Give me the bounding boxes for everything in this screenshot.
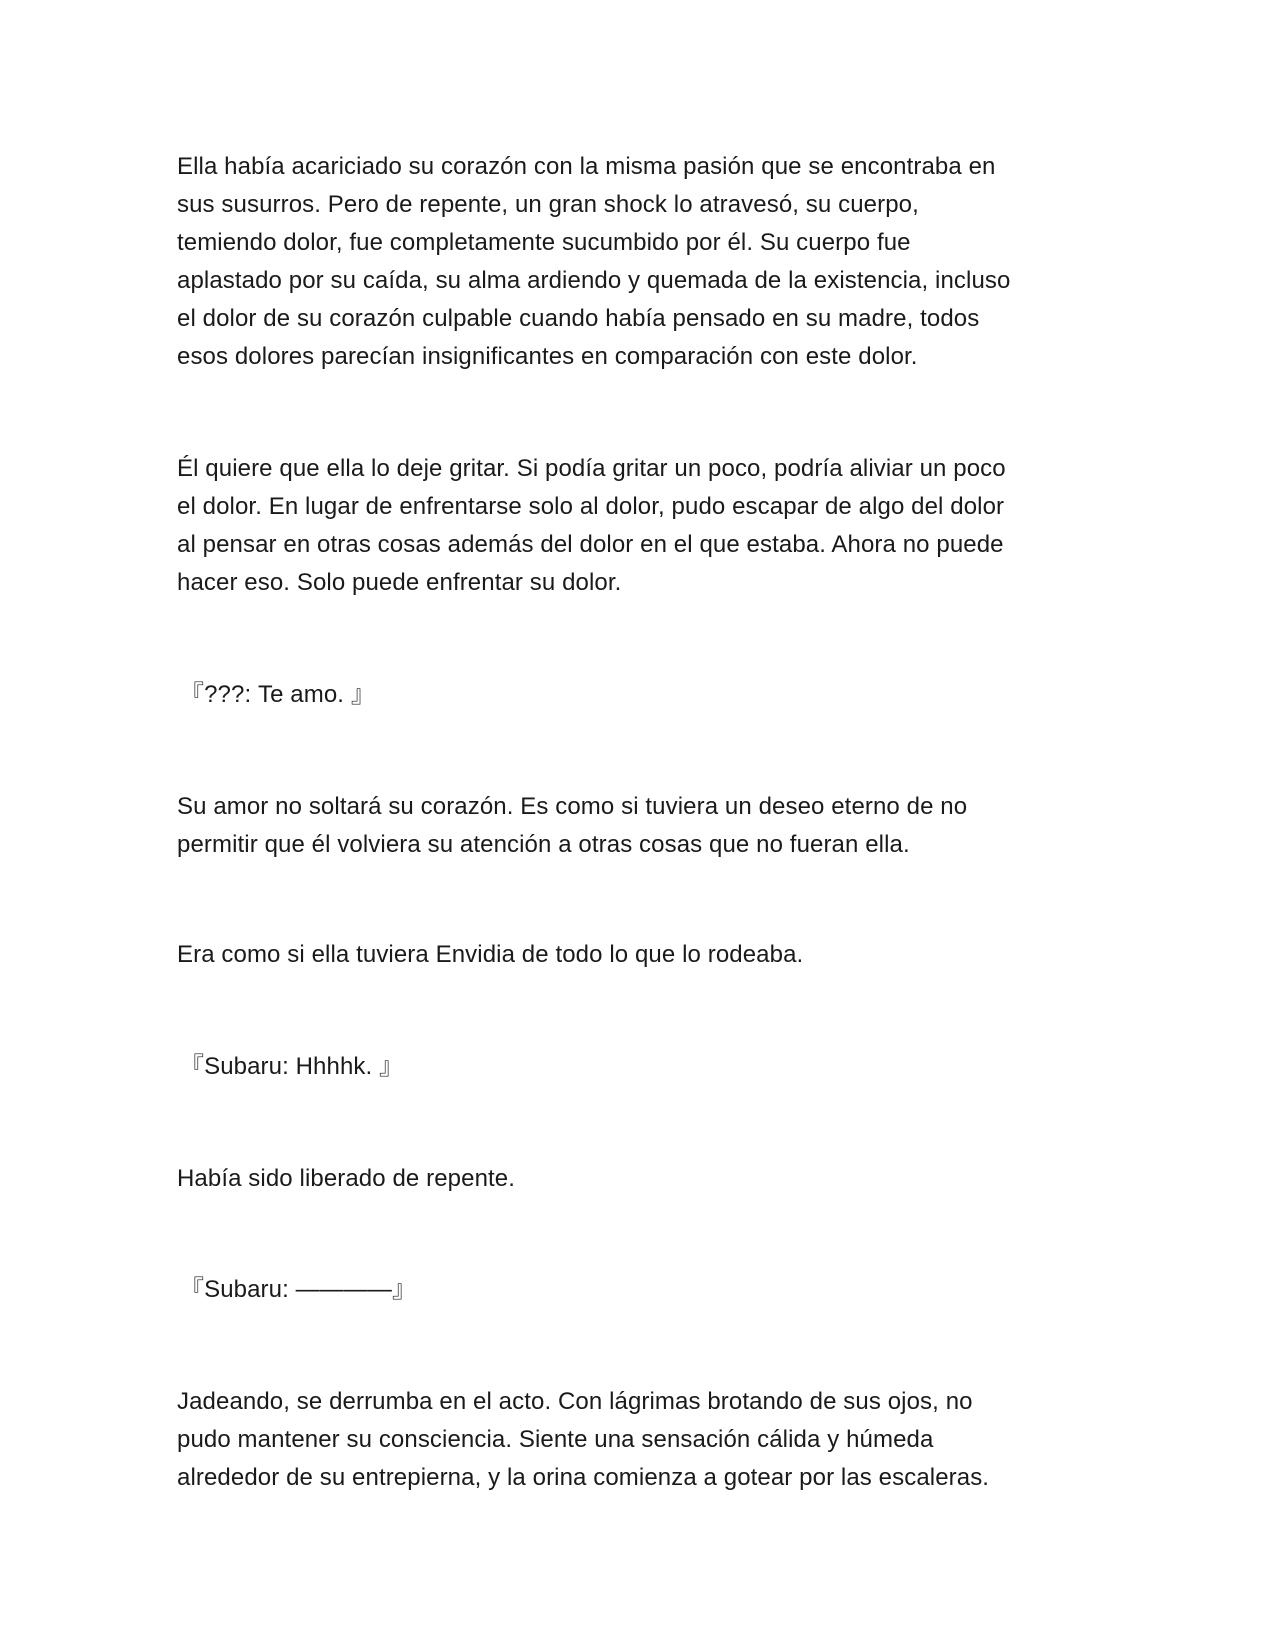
- paragraph-2-line-1: Él quiere que ella lo deje gritar. Si podía gritar un poco, podría aliviar un poco: [177, 455, 1006, 482]
- paragraph-4: Era como si ella tuviera Envidia de todo lo que lo rodeaba.: [177, 941, 804, 968]
- paragraph-1-line-3: temiendo dolor, fue completamente sucumbido por él. Su cuerpo fue: [177, 229, 911, 256]
- paragraph-3-line-2: permitir que él volviera su atención a otras cosas que no fueran ella.: [177, 831, 910, 858]
- paragraph-2-line-3: al pensar en otras cosas además del dolor en el que estaba. Ahora no puede: [177, 531, 1004, 558]
- paragraph-6-line-1: Jadeando, se derrumba en el acto. Con lágrimas brotando de sus ojos, no: [177, 1388, 973, 1415]
- paragraph-2-line-2: el dolor. En lugar de enfrentarse solo al dolor, pudo escapar de algo del dolor: [177, 493, 1005, 520]
- dialogue-line-1: 『???: Te amo. 』: [180, 681, 375, 708]
- dialogue-line-2: 『Subaru: Hhhhk. 』: [180, 1053, 404, 1080]
- paragraph-5: Había sido liberado de repente.: [177, 1165, 515, 1192]
- paragraph-1-line-2: sus susurros. Pero de repente, un gran shock lo atravesó, su cuerpo,: [177, 191, 919, 218]
- paragraph-3-line-1: Su amor no soltará su corazón. Es como si tuviera un deseo eterno de no: [177, 793, 968, 820]
- paragraph-6-line-3: alrededor de su entrepierna, y la orina comienza a gotear por las escaleras.: [177, 1464, 990, 1491]
- paragraph-1-line-1: Ella había acariciado su corazón con la misma pasión que se encontraba en: [177, 153, 996, 180]
- paragraph-6-line-2: pudo mantener su consciencia. Siente una sensación cálida y húmeda: [177, 1426, 934, 1453]
- dialogue-line-3: 『Subaru: ————』: [180, 1276, 417, 1303]
- paragraph-1-line-6: esos dolores parecían insignificantes en comparación con este dolor.: [177, 343, 918, 370]
- paragraph-2-line-4: hacer eso. Solo puede enfrentar su dolor.: [177, 569, 622, 596]
- paragraph-1-line-4: aplastado por su caída, su alma ardiendo y quemada de la existencia, incluso: [177, 267, 1011, 294]
- paragraph-1-line-5: el dolor de su corazón culpable cuando había pensado en su madre, todos: [177, 305, 980, 332]
